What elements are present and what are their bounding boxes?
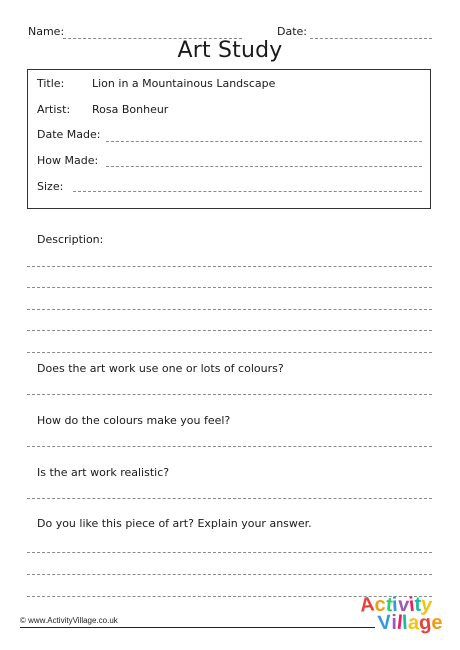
how-made-field[interactable] <box>106 166 422 167</box>
artwork-title-value: Lion in a Mountainous Landscape <box>92 77 276 90</box>
realistic-answer-line[interactable] <box>27 498 432 499</box>
logo-letter: e <box>431 612 443 634</box>
description-line-5[interactable] <box>27 352 432 353</box>
logo-letter: A <box>358 593 376 617</box>
description-label: Description: <box>37 233 104 246</box>
name-label: Name: <box>28 25 65 38</box>
logo-letter: t <box>384 593 394 617</box>
footer-divider <box>20 627 375 628</box>
logo-letter: t <box>414 594 422 616</box>
colours-answer-line[interactable] <box>27 394 432 395</box>
logo-letter: V <box>376 611 393 635</box>
logo-letter: a <box>407 611 420 635</box>
date-made-label: Date Made: <box>37 128 101 141</box>
feel-answer-line[interactable] <box>27 446 432 447</box>
page-title: Art Study <box>177 38 283 63</box>
description-line-1[interactable] <box>27 266 432 267</box>
artwork-title-label: Title: <box>37 77 65 90</box>
like-question: Do you like this piece of art? Explain your answer. <box>37 517 312 530</box>
colours-question: Does the art work use one or lots of colours? <box>37 362 284 375</box>
realistic-question: Is the art work realistic? <box>37 466 170 479</box>
description-line-2[interactable] <box>27 287 432 288</box>
description-line-4[interactable] <box>27 330 432 331</box>
logo-letter: i <box>391 593 399 617</box>
logo-letter: y <box>420 593 434 617</box>
like-answer-line-1[interactable] <box>27 552 432 553</box>
date-made-field[interactable] <box>106 141 422 142</box>
artist-value: Rosa Bonheur <box>92 103 169 116</box>
logo-letter: i <box>391 612 397 634</box>
logo-letter: l <box>401 611 409 635</box>
activity-village-logo <box>358 593 450 635</box>
logo-letter: v <box>397 593 410 617</box>
description-line-3[interactable] <box>27 309 432 310</box>
logo-letter: i <box>407 593 416 617</box>
date-label: Date: <box>277 25 307 38</box>
logo-letter: g <box>418 611 433 635</box>
size-label: Size: <box>37 180 64 193</box>
logo-word-village <box>360 611 450 635</box>
logo-letter: c <box>374 594 386 616</box>
logo-letter: l <box>395 611 404 635</box>
like-answer-line-2[interactable] <box>27 574 432 575</box>
feel-question: How do the colours make you feel? <box>37 414 231 427</box>
how-made-label: How Made: <box>37 154 99 167</box>
artist-label: Artist: <box>37 103 71 116</box>
size-field[interactable] <box>73 191 422 192</box>
footer-copyright: © www.ActivityVillage.co.uk <box>20 616 118 625</box>
